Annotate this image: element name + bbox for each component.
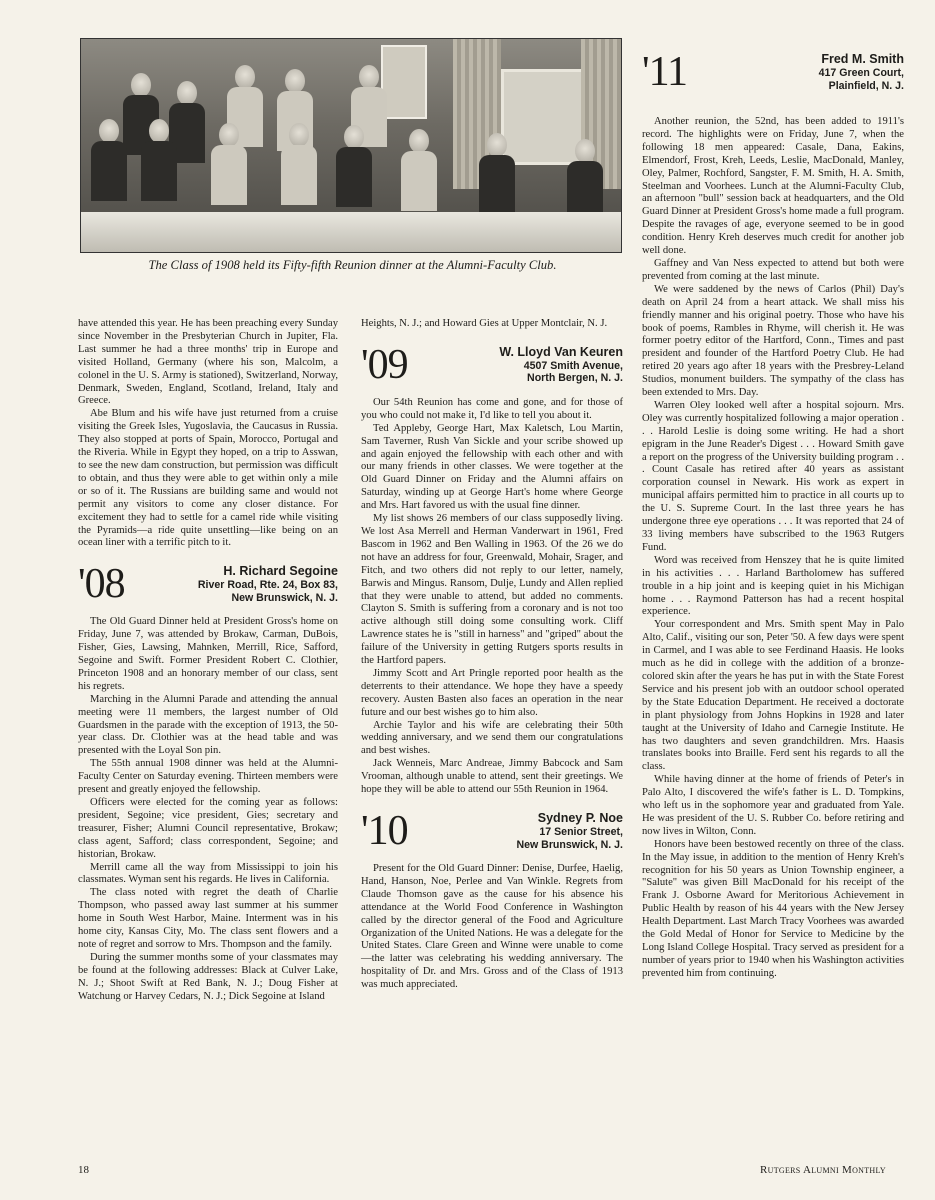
publication-name: Rutgers Alumni Monthly xyxy=(760,1164,886,1176)
correspondent xyxy=(516,811,623,851)
paragraph: Warren Oley looked well after a hospital sojourn. Mrs. Oley was currently hospitalized following a major operation . . . Harold Leslie is doing some writing. He had a short epigram in the June Reader's Digest . . . Howard Smith gave a report on the progress of the University building program . . . Count Casale has retired after 40 years as assistant corporation counsel in Newark. His work as expert in municipal affairs permitted him to practice in all courts up to the U. S. Supreme Court. In the last three years he has undergone three eye operations . . . It was reported that 24 of 33 living members have subscribed to the 1963 Rutgers Fund. xyxy=(642,399,904,553)
correspondent-name: W. Lloyd Van Keuren xyxy=(499,344,623,359)
reunion-photo xyxy=(80,38,622,253)
class-year: '09 xyxy=(361,341,408,388)
correspondent-name: Sydney P. Noe xyxy=(537,811,623,825)
paragraph: Ted Appleby, George Hart, Max Kaletsch, Lou Martin, Sam Taverner, Rush Van Sickle and your scribe showed up and again enjoyed the fellowship with each other and with our many friends in other classes. We were together at the Old Guard Dinner on Friday and the Alumni affairs on Saturday, winding up at George Hart's home where George and Mrs. Hart favored us with the usual fine dinner. xyxy=(361,422,623,512)
correspondent xyxy=(198,564,338,604)
class-year: '08 xyxy=(78,561,125,608)
correspondent-city: New Brunswick, N. J. xyxy=(231,591,338,604)
paragraph: have attended this year. He has been preaching every Sunday since November in the Presbyterian Church in Jupiter, Fla. Last summer he had a three months' trip in Europe and visited Holland, Germany (where his son, Malcolm, a colonel in the U. S. Army is stationed), Switzerland, Norway, Denmark, Sweden, England, Scotland, Ireland, Italy and Greece. xyxy=(78,318,338,407)
paragraph: The 55th annual 1908 dinner was held at the Alumni-Faculty Center on Saturday evening. Thirteen members were present and greatly enjoyed the fellowship. xyxy=(78,758,338,796)
paragraph: Abe Blum and his wife have just returned from a cruise visiting the Greek Isles, Yugoslavia, the Caucasus in Russia. They also stopped at ports of Spain, Morocco, Portugal and the Riveria. While in Egypt they hoped, on a trip to Asswan, to see the new dam construction, but permission was difficult to obtain, and thus they were able to get within only a mile or so of it. The Russians are building same and would not permit any visitors to come any closer distance. For excitement they had to settle for a camel ride while visiting the Pyramids—a ride quite unsettling—like being on an ocean liner with a terrific pitch to it. xyxy=(78,408,338,549)
correspondent-address: River Road, Rte. 24, Box 83, xyxy=(197,579,338,592)
correspondent-city: Plainfield, N. J. xyxy=(828,79,904,92)
paragraph: My list shows 26 members of our class supposedly living. We lost Asa Merrell and Herman Vanderwart in 1961, Fred Bascom in 1962 and Ben Walling in 1963. Of the 26 we do not have an address for four, Greenwald, Mohair, Srager, and Fitch, and two others did not reply to our letter, namely, Barwis and Mingus. Ransom, Dulje, Lundy and Allen replied that they were unable to attend, but added no comments. Clayton S. Smith is suffering from a coronary and is not too active although still doing some consulting work. Cliff Lawrence states he is "still in harness" and "griped" about the failure of the University in getting Rutgers sports results in the Hartford papers. xyxy=(361,513,623,667)
paragraph: Present for the Old Guard Dinner: Denise, Durfee, Haelig, Hand, Hanson, Noe, Perlee and Van Winkle. Regrets from Claude Thomson gave as the cause for his absence his attendance at the World Food Conference in Washington called by the director general of the Food and Agriculture Organization of the United Nations. He was a delegate for the United States. Clare Green and Winne were unable to come—the latter was celebrating his wedding anniversary. The hospitality of Dr. and Mrs. Gross and of the Class of 1913 was much appreciated. xyxy=(361,863,623,991)
paragraph: Archie Taylor and his wife are celebrating their 50th wedding anniversary, and we send them our congratulations and best wishes. xyxy=(361,719,623,757)
paragraph: The class noted with regret the death of Charlie Thompson, who passed away last summer at his summer home in South West Harbor, Maine. Interment was in his home city, Kansas City, Mo. The class sent flowers and a note of regret and sorrow to Mrs. Thompson and the family. xyxy=(78,887,338,950)
paragraph: Your correspondent and Mrs. Smith spent May in Palo Alto, Calif., visiting our son, Peter '50. A few days were spent in Carmel, and I was able to see Ferdinand Haasis. He looks much as he did in college with the addition of a bronze-colored skin after the years he has put in with the State Forest Service and his present job with an outdoor school operated by the State Education Department. He received a doctorate in plant physiology from Johns Hopkins in 1928 and later taught at the University of Idaho and Carnegie Institute. He has two daughters and seven grandchildren. Mrs. Haasis translates books into Braille. Ferd sent his regards to all the class. xyxy=(642,619,905,773)
paragraph: Our 54th Reunion has come and gone, and for those of you who could not make it, I'd like to tell you about it. xyxy=(361,396,623,421)
wall-map xyxy=(381,45,427,119)
paragraph: While having dinner at the home of friends of Peter's in Palo Alto, I discovered the wife's father is L. D. Tompkins, who left us in the sophomore year and graduated from Yale. He was president of the U. S. Rubber Co. before retiring and now lives in Wilton, Conn. xyxy=(642,774,904,837)
paragraph: Jack Wenneis, Marc Andreae, Jimmy Babcock and Sam Vrooman, although unable to attend, sent their greetings. We hope they will be able to attend our 55th Reunion in 1964. xyxy=(361,758,623,796)
paragraph: Gaffney and Van Ness expected to attend but both were prevented from coming at the last minute. xyxy=(642,257,904,282)
page-number: 18 xyxy=(78,1164,89,1176)
column-3 xyxy=(642,116,904,981)
paragraph: Jimmy Scott and Art Pringle reported poor health as the deterrents to their attendance. We hope they have a speedy recovery. Austen Basten also faces an operation in the near future and our best wishes go to him also. xyxy=(361,667,623,718)
paragraph: During the summer months some of your classmates may be found at the following addresses: Black at Culver Lake, N. J.; Shoot Swift at Red Bank, N. J.; Doug Fisher at Watchung or Harvey Cedars, N. J.; Dick Segoine at Island xyxy=(78,951,338,1002)
paragraph: Officers were elected for the coming year as follows: president, Segoine; vice president, Gies; secretary and treasurer, Fisher; Alumni Council representative, Brokaw; class agent, Safford; class correspondent, Segoine; and historian, Brokaw. xyxy=(78,797,338,860)
correspondent-name: Fred M. Smith xyxy=(821,52,904,66)
paragraph: Marching in the Alumni Parade and attending the annual meeting were 11 members, the largest number of Old Guardsmen in the parade with the exception of 1913, the 50-year class. Dr. Clothier was at the head table and was presented with the Loyal Son pin. xyxy=(78,693,338,757)
correspondent-city: North Bergen, N. J. xyxy=(527,372,623,385)
class-header-1909 xyxy=(361,341,623,388)
class-year: '11 xyxy=(642,49,688,95)
correspondent xyxy=(499,345,623,385)
paragraph: The Old Guard Dinner held at President Gross's home on Friday, June 7, was attended by Brokaw, Carman, DuBois, Fisher, Gies, Lawsing, Mahnken, Merrill, Rice, Safford, Segoine and Swift. Former President Robert C. Clothier, Princeton 1908 and an honorary member of our class, sent his regrets. xyxy=(78,616,338,692)
paragraph: Word was received from Henszey that he is quite limited in his activities . . . Harland Bartholomew has suffered trouble in a hip joint and is keeping quiet in his Michigan home . . . Raymond Patterson has had a recent hospital experience. xyxy=(642,554,904,618)
paragraph: Another reunion, the 52nd, has been added to 1911's record. The highlights were on Friday, June 7, when the following 18 men appeared: Casale, Dana, Eakins, Elmendorf, Frost, Kreh, Leeds, Leslie, MacDonald, Manley, Oley, Palmer, Rochford, Sangster, F. M. Smith, H. A. Smith, Steelman and Voorhees. Lunch at the Alumni-Faculty Club, an afternoon "bull" session back at headquarters, and the Old Guard Dinner at President Gross's home made a full program. Despite the ravages of age, everyone seemed to be in good condition. Henry Kreh deserves much credit for another job well done. xyxy=(642,116,904,257)
correspondent xyxy=(819,52,904,92)
class-year: '10 xyxy=(361,808,408,854)
correspondent-address: 4507 Smith Avenue, xyxy=(523,359,623,372)
column-2 xyxy=(361,318,623,992)
dinner-table xyxy=(81,212,621,252)
paragraph: Merrill came all the way from Mississippi to join his classmates. Wyman sent his regards. He lives in California. xyxy=(78,861,338,886)
column-1 xyxy=(78,318,338,1004)
class-header-1908 xyxy=(78,561,338,608)
photo-caption: The Class of 1908 held its Fifty-fifth Reunion dinner at the Alumni-Faculty Club. xyxy=(148,258,557,272)
correspondent-name: H. Richard Segoine xyxy=(223,564,338,579)
class-header-1910 xyxy=(361,808,623,854)
paragraph: We were saddened by the news of Carlos (Phil) Day's death on April 24 from a heart attack. We shall miss his friendly manner and his original poetry. Those who have his book of poems, Rambles in Rhyme, will cherish it. He was former poetry editor of the Hartford, Conn., Times and past president and founder of the Hartford Poetry Club. He had retired 20 years ago after 18 years with the Presbrey-Leland Studios, monument builders. The sympathy of the class has been extended to Mrs. Day. xyxy=(642,283,904,399)
correspondent-address: 17 Senior Street, xyxy=(539,826,623,838)
paragraph: Heights, N. J.; and Howard Gies at Upper Montclair, N. J. xyxy=(361,318,608,329)
paragraph: Honors have been bestowed recently on three of the class. In the May issue, in addition to the mention of Henry Kreh's recognition for his 50 years as Union Township engineer, a "Salute" was given Bill MacDonald for his receipt of the Frank J. Osborne Award for Meritorious Achievement in Public Health by reason of his 44 years with the New Jersey Health Department. Last March Tracy Voorhees was awarded the Gold Medal of Honor for Service to Medicine by the Long Island College Hospital. Tracy served as president for a number of years prior to 1940 when his Washington activities prevented him from continuing. xyxy=(642,838,904,979)
correspondent-address: 417 Green Court, xyxy=(818,67,904,79)
class-header-1911 xyxy=(642,49,904,95)
correspondent-city: New Brunswick, N. J. xyxy=(516,838,623,851)
